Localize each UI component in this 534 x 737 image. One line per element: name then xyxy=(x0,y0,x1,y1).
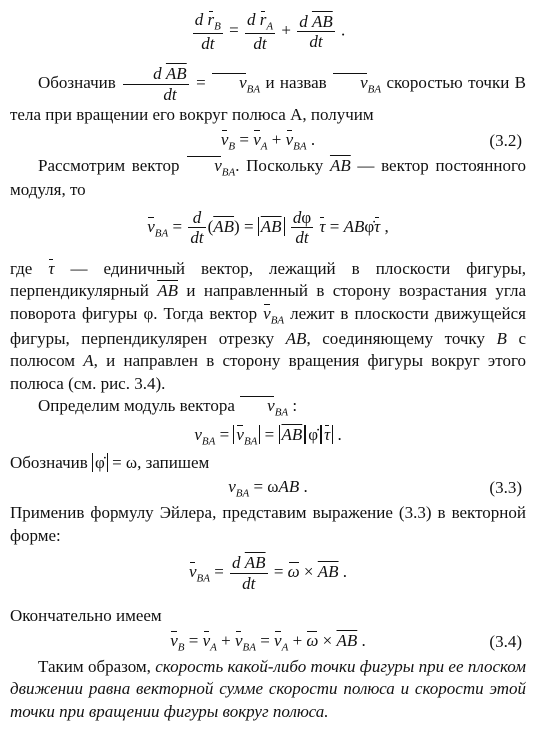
paragraph-notation: Обозначив $\frac{d \overline{AB}}{dt}$ = $v_{BA}$ и назвав $v_{BA}$ скоростью точки B тела при вращении его вокруг полюса A, получим xyxy=(10,64,527,125)
equation-euler-vector: $v_{BA}$ = $\frac{d \overline{AB}}{dt}$ = $\omega \times \overline{AB}$ . xyxy=(188,553,348,593)
equation-number: (3.4) xyxy=(489,631,522,651)
paragraph-finally: Окончательно имеем xyxy=(10,606,162,626)
conclusion-lead: Таким образом, xyxy=(38,656,151,676)
equation-3-4: $v_B = v_A + v_{BA} = v_A + \omega \times \overline{AB}$ . (3.4) xyxy=(170,630,522,654)
equation-3-3: $v_{BA} = \omega AB$ . (3.3) xyxy=(228,477,522,500)
p1-prefix: Обозначив xyxy=(38,72,116,92)
paragraph-euler: Применив формулу Эйлера, представим выражение (3.3) в векторной форме: xyxy=(10,503,526,545)
p1-mid: и назвав xyxy=(265,72,327,92)
equation-3-2: $v_B = v_A + v_{BA}$ . (3.2) xyxy=(220,129,522,152)
equation-modulus: $v_{BA} = v_{BA} = \overline{AB}$ φ̇ τ . xyxy=(194,424,342,448)
equation-velocity-derivative: $\frac{d r_B}{dt}$ = $\frac{d r_A}{dt}$ + $\frac{d \overline{AB}}{dt}$ . xyxy=(194,10,346,54)
equation-number: (3.2) xyxy=(489,130,522,150)
paragraph-modulus: Определим модуль вектора $v_{BA}$ : xyxy=(38,395,298,419)
paragraph-conclusion xyxy=(10,656,526,723)
paragraph-consider-vector: Рассмотрим вектор $v_{BA}$. Поскольку $\overline{AB}$ — вектор постоянного модуля, то xyxy=(10,155,526,200)
equation-number: (3.3) xyxy=(489,478,522,498)
document-page xyxy=(10,6,526,723)
equation-vba-derivation: $v_{BA}$ = $\frac{d}{dt}$ $(\overline{AB}) = \overline{AB}$ $\frac{d\varphi}{dt}$ τ = ABφ̇τ , xyxy=(147,207,389,248)
paragraph-tau-description: где τ — единичный вектор, лежащий в плоскости фигуры, перпендикулярный $\overline{AB}$ и направленный в сторону возрастания угла поворота фигуры φ. Тогда вектор $v_{BA}$ лежит в плоскости движущейся фигуры, перпендикулярен отрезку AB, соединяющему точку B с полюсом A, и направлен в сторону вращения фигуры вокруг этого полюса (см. рис. 3.4). xyxy=(10,258,527,393)
conclusion-statement: скорость какой-либо точки фигуры при ее плоском движении равна векторной сумме скорости полюса и скорости этой точки при вращении фигуры вокруг полюса. xyxy=(10,656,527,721)
paragraph-omega-notation: Обозначив φ̇ = ω, запишем xyxy=(10,452,210,472)
p1-suffix: скоростью точки B тела при вращении его вокруг полюса A, получим xyxy=(10,72,527,125)
